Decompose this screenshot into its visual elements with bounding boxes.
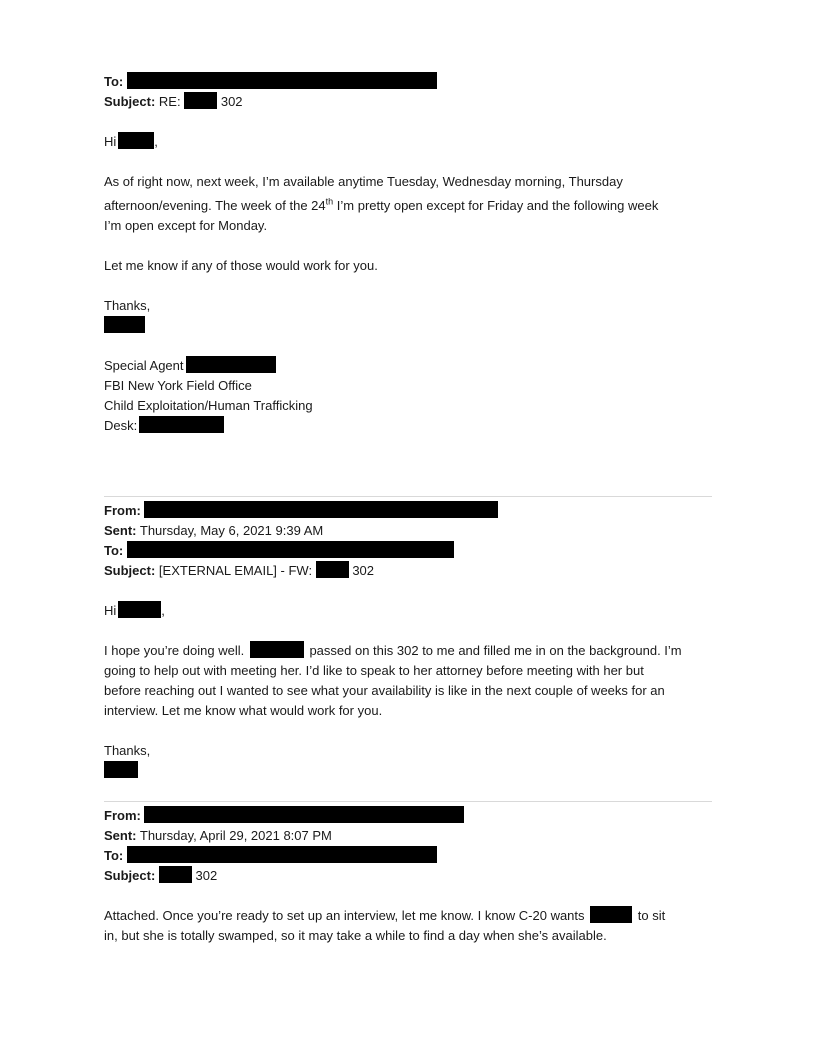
sent-label: Sent: bbox=[104, 828, 137, 843]
email2-body-line1 bbox=[104, 641, 682, 661]
email2-greeting bbox=[104, 601, 165, 621]
email3-sent-line bbox=[104, 826, 332, 846]
email1-para1-line2 bbox=[104, 196, 658, 216]
email2-body-line2: going to help out with meeting her. I’d like to speak to her attorney before meeting with her but bbox=[104, 663, 644, 678]
email1-to-line bbox=[104, 72, 437, 92]
email-separator bbox=[104, 496, 712, 497]
greeting-comma: , bbox=[161, 603, 165, 618]
email1-sig-unit: Child Exploitation/Human Trafficking bbox=[104, 398, 313, 413]
email3-body-line1 bbox=[104, 906, 665, 926]
para1-line2-start: afternoon/evening. The week of the 24 bbox=[104, 198, 326, 213]
email3-subject-line bbox=[104, 866, 217, 886]
redaction-box bbox=[144, 806, 464, 823]
from-label: From: bbox=[104, 808, 141, 823]
redaction-box bbox=[127, 72, 437, 89]
body-line1-end: passed on this 302 to me and filled me in on the background. I’m bbox=[309, 643, 682, 658]
email3-body-line2: in, but she is totally swamped, so it may take a while to find a day when she’s available. bbox=[104, 928, 607, 943]
email2-body-line4: interview. Let me know what would work for you. bbox=[104, 703, 383, 718]
subject-label: Subject: bbox=[104, 868, 156, 883]
email1-para1-line1: As of right now, next week, I’m available anytime Tuesday, Wednesday morning, Thursday bbox=[104, 174, 623, 189]
redaction-box bbox=[104, 316, 145, 333]
subject-suffix: 302 bbox=[352, 563, 375, 578]
email1-sig-office: FBI New York Field Office bbox=[104, 378, 252, 393]
redaction-box bbox=[186, 356, 276, 373]
email2-subject-line bbox=[104, 561, 374, 581]
ordinal-suffix: th bbox=[325, 196, 334, 207]
sig-title-text: Special Agent bbox=[104, 358, 184, 373]
to-label: To: bbox=[104, 543, 124, 558]
body-line1-start: I hope you’re doing well. bbox=[104, 643, 245, 658]
email1-signature-name bbox=[104, 316, 145, 336]
sent-label: Sent: bbox=[104, 523, 137, 538]
redaction-box bbox=[118, 601, 161, 618]
email1-para2: Let me know if any of those would work for you. bbox=[104, 258, 378, 273]
subject-prefix: RE: bbox=[158, 94, 181, 109]
email2-signature-name bbox=[104, 761, 138, 781]
redaction-box bbox=[127, 846, 437, 863]
email1-closing: Thanks, bbox=[104, 298, 151, 313]
greeting-word: Hi bbox=[104, 134, 117, 149]
subject-prefix: [EXTERNAL EMAIL] - FW: bbox=[158, 563, 313, 578]
greeting-comma: , bbox=[154, 134, 158, 149]
redaction-box bbox=[250, 641, 304, 658]
email2-sent-line bbox=[104, 521, 323, 541]
email3-from-line bbox=[104, 806, 464, 826]
redaction-box bbox=[139, 416, 224, 433]
para1-line2-end: I’m pretty open except for Friday and the following week bbox=[333, 198, 659, 213]
sent-value: Thursday, April 29, 2021 8:07 PM bbox=[139, 828, 332, 843]
redaction-box bbox=[184, 92, 217, 109]
redaction-box bbox=[127, 541, 454, 558]
to-label: To: bbox=[104, 74, 124, 89]
email3-to-line bbox=[104, 846, 437, 866]
email-separator bbox=[104, 801, 712, 802]
subject-suffix: 302 bbox=[220, 94, 243, 109]
from-label: From: bbox=[104, 503, 141, 518]
subject-label: Subject: bbox=[104, 563, 156, 578]
email1-greeting bbox=[104, 132, 158, 152]
redaction-box bbox=[144, 501, 498, 518]
to-label: To: bbox=[104, 848, 124, 863]
greeting-word: Hi bbox=[104, 603, 117, 618]
email2-closing: Thanks, bbox=[104, 743, 151, 758]
redaction-box bbox=[118, 132, 154, 149]
redaction-box bbox=[316, 561, 349, 578]
email1-para1-line3: I’m open except for Monday. bbox=[104, 218, 268, 233]
sent-value: Thursday, May 6, 2021 9:39 AM bbox=[139, 523, 324, 538]
email1-sig-desk bbox=[104, 416, 224, 436]
email2-from-line bbox=[104, 501, 498, 521]
email1-subject-line bbox=[104, 92, 243, 112]
body-line1-end: to sit bbox=[637, 908, 666, 923]
body-line1-start: Attached. Once you’re ready to set up an interview, let me know. I know C-20 wants bbox=[104, 908, 585, 923]
email2-body-line3: before reaching out I wanted to see what your availability is like in the next couple of weeks for an bbox=[104, 683, 665, 698]
redaction-box bbox=[104, 761, 138, 778]
email2-to-line bbox=[104, 541, 454, 561]
subject-label: Subject: bbox=[104, 94, 156, 109]
subject-suffix: 302 bbox=[195, 868, 218, 883]
email1-sig-title bbox=[104, 356, 276, 376]
redaction-box bbox=[159, 866, 192, 883]
redaction-box bbox=[590, 906, 632, 923]
sig-desk-label: Desk: bbox=[104, 418, 138, 433]
